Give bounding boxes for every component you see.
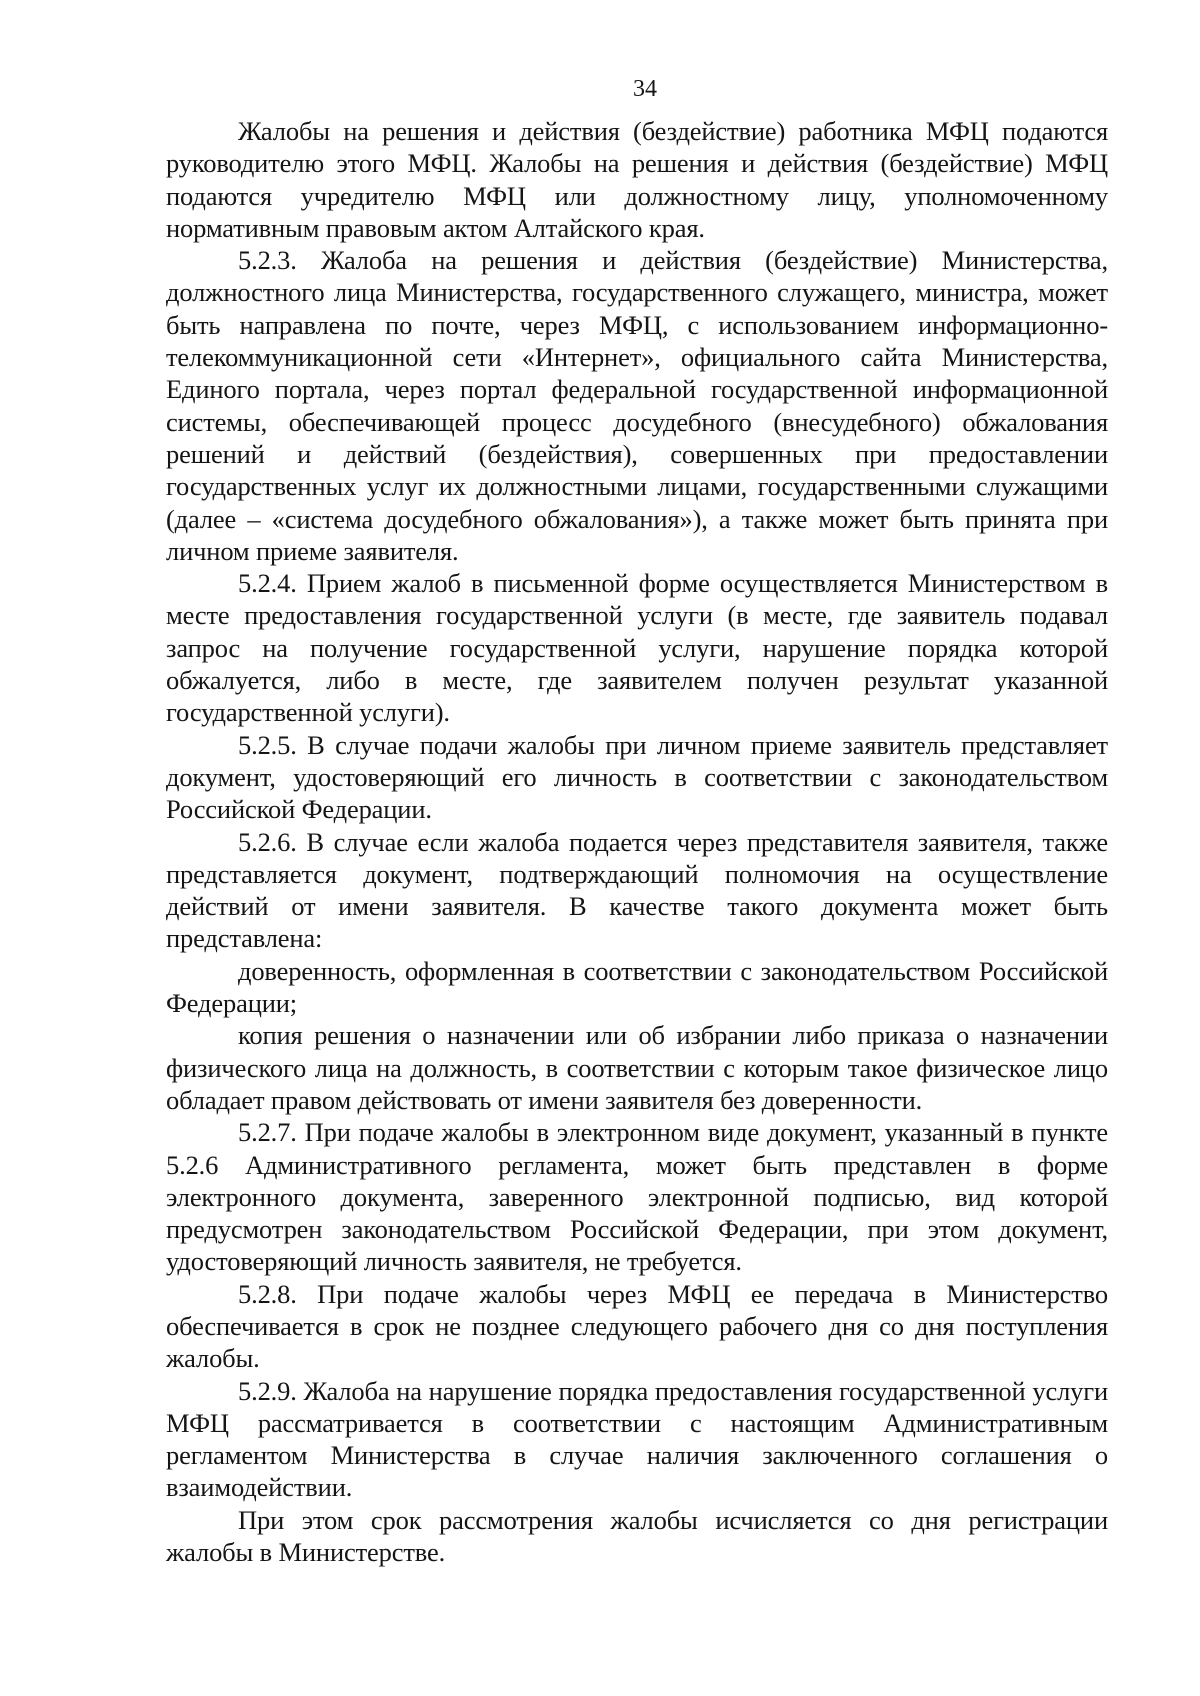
- paragraph-5-2-8: 5.2.8. При подаче жалобы через МФЦ ее передача в Министерство обеспечивается в срок не позднее следующего рабочего дня со дня поступления жалобы.: [166, 1278, 1108, 1374]
- page-number: 34: [633, 76, 657, 102]
- paragraph-review-period: При этом срок рассмотрения жалобы исчисляется со дня регистрации жалобы в Министерстве.: [166, 1504, 1108, 1568]
- list-item-appointment-decision: копия решения о назначении или об избрании либо приказа о назначении физического лица на должность, в соответствии с которым такое физическое лицо обладает правом действовать от имени заявителя без доверенности.: [166, 1020, 1108, 1115]
- paragraph-5-2-9: 5.2.9. Жалоба на нарушение порядка предоставления государственной услуги МФЦ рассматривается в соответствии с настоящим Административным регламентом Министерства в случае наличия заключенного соглашения о взаимодействии.: [166, 1375, 1108, 1503]
- paragraph-5-2-5: 5.2.5. В случае подачи жалобы при личном приеме заявитель представляет документ, удостоверяющий его личность в соответствии с законодательством Российской Федерации.: [166, 729, 1108, 825]
- paragraph-5-2-3: 5.2.3. Жалоба на решения и действия (бездействие) Министерства, должностного лица Министерства, государственного служащего, министра, может быть направлена по почте, через МФЦ, с использованием информационно-телекоммуникационной сети «Интернет», официального сайта Министерства, Единого портала, через портал федеральной государственной информационной системы, обеспечивающей процесс досудебного (внесудебного) обжалования решений и действий (бездействия), совершенных при предоставлении государственных услуг их должностными лицами, государственными служащими (далее – «система досудебного обжалования»), а также может быть принята при личном приеме заявителя.: [166, 245, 1108, 566]
- paragraph-mfc-complaints: Жалобы на решения и действия (бездействие) работника МФЦ подаются руководителю этого МФЦ. Жалобы на решения и действия (бездействие) МФЦ подаются учредителю МФЦ или должностному лицу, уполномоченному нормативным правовым актом Алтайского края.: [166, 116, 1108, 243]
- document-body: [166, 115, 1108, 1568]
- paragraph-5-2-7: 5.2.7. При подаче жалобы в электронном виде документ, указанный в пункте 5.2.6 Административного регламента, может быть представлен в форме электронного документа, заверенного электронной подписью, вид которой предусмотрен законодательством Российской Федерации, при этом документ, удостоверяющий личность заявителя, не требуется.: [166, 1117, 1108, 1277]
- list-item-power-of-attorney: доверенность, оформленная в соответствии с законодательством Российской Федерации;: [166, 955, 1108, 1019]
- paragraph-5-2-6: 5.2.6. В случае если жалоба подается через представителя заявителя, также представляется документ, подтверждающий полномочия на осуществление действий от имени заявителя. В качестве такого документа может быть представлена:: [166, 826, 1108, 954]
- paragraph-5-2-4: 5.2.4. Прием жалоб в письменной форме осуществляется Министерством в месте предоставления государственной услуги (в месте, где заявитель подавал запрос на получение государственной услуги, нарушение порядка которой обжалуется, либо в месте, где заявителем получен результат указанной государственной услуги).: [166, 568, 1108, 728]
